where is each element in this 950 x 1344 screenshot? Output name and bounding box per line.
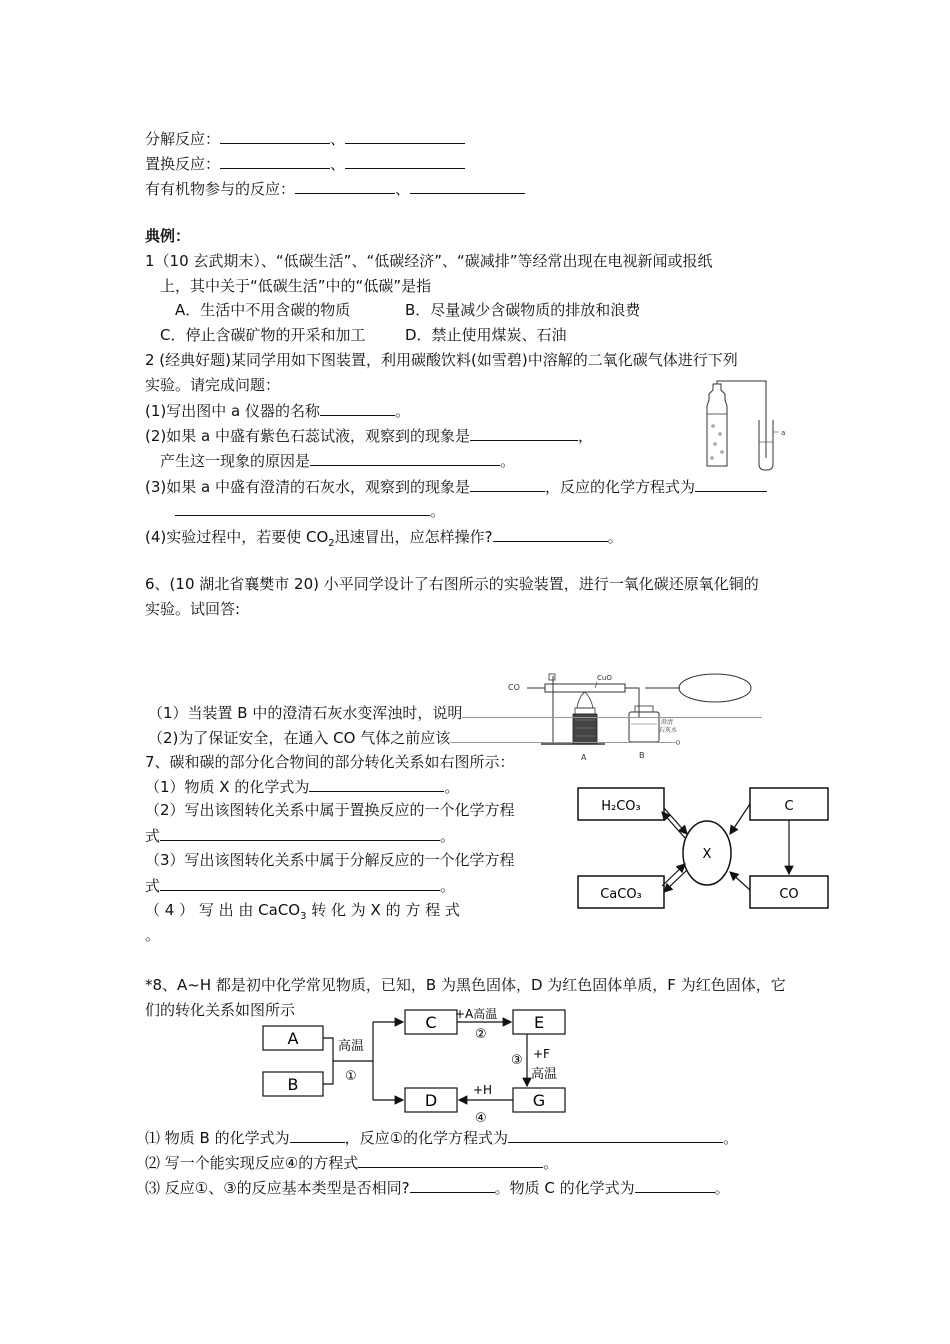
q7-part4-end: 。 — [145, 926, 161, 944]
q1-option-a[interactable]: A．生活中不用含碳的物质 — [175, 301, 351, 319]
label-r1: ① — [345, 1069, 357, 1084]
q6-line2: 实验。试回答: — [145, 600, 241, 618]
q2-part4b-text: 迅速冒出，应怎样操作? — [334, 528, 493, 546]
q8-part2 — [145, 1152, 558, 1173]
period: 。 — [543, 1154, 559, 1172]
subscript: 3 — [300, 911, 307, 922]
q8-part2-text: ⑵ 写一个能实现反应④的方程式 — [145, 1154, 359, 1172]
q7-part4b-text: 转 化 为 X 的 方 程 式 — [306, 901, 460, 919]
blank[interactable] — [462, 702, 762, 718]
label-plus-h: +H — [473, 1083, 493, 1097]
blank[interactable] — [309, 776, 444, 792]
node-e-label: E — [533, 1013, 545, 1032]
q1-option-b[interactable]: B．尽量减少含碳物质的排放和浪费 — [405, 301, 641, 319]
q2-part1-text: (1)写出图中 a 仪器的名称 — [145, 402, 320, 420]
separator: 、 — [330, 155, 346, 173]
comma: ， — [577, 427, 593, 445]
q8-line1: *8、A~H 都是初中化学常见物质，已知，B 为黑色固体，D 为红色固体单质，F 为红色固体，它 — [145, 976, 786, 994]
blank[interactable] — [345, 153, 465, 169]
q6-line1: 6、(10 湖北省襄樊市 20) 小平同学设计了右图所示的实验装置，进行一氧化碳还原氧化铜的 — [145, 575, 759, 593]
label-r3: ③ — [511, 1053, 523, 1068]
fig-label-a: A — [581, 753, 587, 762]
q1-line2: 上，其中关于“低碳生活”中的“低碳”是指 — [160, 277, 432, 295]
node-caco3-label: CaCO₃ — [600, 887, 642, 902]
q2-part2b-text: 产生这一现象的原因是 — [160, 452, 311, 470]
fig-label-a: a — [781, 429, 786, 437]
label-gaowen-2: 高温 — [531, 1067, 558, 1082]
q7-line1: 7、碳和碳的部分化合物间的部分转化关系如右图所示： — [145, 753, 515, 771]
fig-label-lime1: 澄清 — [661, 719, 674, 726]
examples-title: 典例： — [145, 227, 191, 245]
q2-part1 — [145, 400, 410, 421]
fig-label-b: B — [639, 751, 645, 760]
blank[interactable] — [493, 526, 608, 542]
blank[interactable] — [220, 153, 330, 169]
blank[interactable] — [160, 875, 440, 891]
separator: 、 — [395, 180, 411, 198]
decomp-line — [145, 128, 465, 149]
q2-part3a-text: (3)如果 a 中盛有澄清的石灰水，观察到的现象是 — [145, 478, 470, 496]
label-r2: ② — [475, 1027, 487, 1042]
subst-line — [145, 153, 465, 174]
subscript: 2 — [328, 538, 335, 549]
q7-part4 — [145, 900, 460, 927]
node-co-label: CO — [779, 887, 799, 902]
period: 。 — [500, 452, 516, 470]
period: 。 — [714, 1179, 730, 1197]
q2-line1: 2 (经典好题)某同学用如下图装置，利用碳酸饮料(如雪碧)中溶解的二氧化碳气体进行下列 — [145, 351, 738, 369]
node-h2co3-label: H₂CO₃ — [601, 799, 641, 814]
blank[interactable] — [295, 178, 395, 194]
q7-part3b-text: 式 — [145, 877, 161, 895]
q7-part3b — [145, 875, 455, 896]
fig-label-lime2: 石灰水 — [659, 727, 678, 734]
decomp-label: 分解反应： — [145, 130, 221, 148]
a-to-h-conversion-diagram — [255, 1008, 585, 1126]
carbon-conversion-diagram — [570, 782, 840, 917]
blank[interactable] — [175, 500, 430, 516]
q7-part1-text: （1）物质 X 的化学式为 — [145, 778, 310, 796]
fig-label-cuo: CuO — [597, 674, 612, 682]
q7-part2b — [145, 825, 455, 846]
subst-label: 置换反应： — [145, 155, 221, 173]
q1-option-d[interactable]: D．禁止使用煤炭、石油 — [405, 326, 567, 344]
q1-option-c[interactable]: C．停止含碳矿物的开采和加工 — [160, 326, 366, 344]
separator: 、 — [330, 130, 346, 148]
blank[interactable] — [220, 128, 330, 144]
label-r4: ④ — [475, 1111, 487, 1126]
blank[interactable] — [695, 476, 767, 492]
node-g-label: G — [532, 1091, 546, 1110]
q8-part3 — [145, 1177, 730, 1198]
q7-part2a: （2）写出该图转化关系中属于置换反应的一个化学方程 — [145, 801, 515, 819]
q7-part1 — [145, 776, 459, 797]
blank[interactable] — [410, 1177, 495, 1193]
blank[interactable] — [508, 1127, 723, 1143]
q8-part3b-text: 。物质 C 的化学式为 — [494, 1179, 635, 1197]
q1-line1: 1（10 玄武期末）、“低碳生活”、“低碳经济”、“碳减排”等经常出现在电视新闻或报纸 — [145, 252, 713, 270]
node-b-label: B — [287, 1075, 299, 1094]
soda-bottle-apparatus — [695, 380, 805, 472]
node-d-label: D — [424, 1091, 438, 1110]
q2-part4a-text: (4)实验过程中，若要使 CO — [145, 528, 329, 546]
q8-part1a-text: ⑴ 物质 B 的化学式为 — [145, 1129, 290, 1147]
q2-line2: 实验。请完成问题： — [145, 376, 281, 394]
blank[interactable] — [450, 727, 678, 743]
label-gaowen-1: 高温 — [338, 1039, 365, 1054]
q6-part2 — [148, 727, 690, 748]
period: 。 — [723, 1129, 739, 1147]
period: 。 — [440, 877, 456, 895]
blank[interactable] — [160, 825, 440, 841]
period: 。 — [675, 729, 691, 747]
q2-part3b-text: ，反应的化学方程式为 — [544, 478, 695, 496]
blank[interactable] — [470, 476, 545, 492]
q2-part3 — [145, 476, 767, 497]
node-c-label: C — [425, 1013, 437, 1032]
label-plus-f: +F — [533, 1047, 550, 1061]
q6-part2-text: （2)为了保证安全，在通入 CO 气体之前应该 — [148, 729, 451, 747]
q7-part4a-text: （ 4 ） 写 出 由 CaCO — [145, 901, 301, 919]
node-a-label: A — [287, 1029, 299, 1048]
q2-part4 — [145, 526, 623, 554]
blank[interactable] — [310, 450, 500, 466]
blank[interactable] — [345, 128, 465, 144]
q2-part2a-text: (2)如果 a 中盛有紫色石蕊试液，观察到的现象是 — [145, 427, 470, 445]
q8-line2: 们的转化关系如图所示 — [145, 1001, 296, 1019]
q8-part1 — [145, 1127, 738, 1148]
organic-line — [145, 178, 525, 199]
organic-label: 有有机物参与的反应： — [145, 180, 296, 198]
q6-part1 — [148, 702, 762, 723]
period: 。 — [440, 827, 456, 845]
q2-part3-cont — [175, 500, 445, 521]
q6-part1-text: （1）当装置 B 中的澄清石灰水变浑浊时，说明 — [148, 704, 463, 722]
q7-part2b-text: 式 — [145, 827, 161, 845]
q2-part2b — [160, 450, 515, 471]
q8-part3a-text: ⑶ 反应①、③的反应基本类型是否相同? — [145, 1179, 410, 1197]
blank[interactable] — [410, 178, 525, 194]
label-plus-a: +A高温 — [455, 1008, 498, 1021]
blank[interactable] — [290, 1127, 345, 1143]
blank[interactable] — [320, 400, 395, 416]
period: 。 — [430, 502, 446, 520]
blank[interactable] — [358, 1152, 543, 1168]
node-c-label: C — [784, 799, 794, 814]
q7-part3a: （3）写出该图转化关系中属于分解反应的一个化学方程 — [145, 851, 515, 869]
q2-part2a — [145, 425, 593, 446]
q8-part1b-text: ，反应①的化学方程式为 — [344, 1129, 509, 1147]
period: 。 — [444, 778, 460, 796]
period: 。 — [394, 402, 410, 420]
blank[interactable] — [470, 425, 578, 441]
blank[interactable] — [635, 1177, 715, 1193]
node-x-label: X — [702, 847, 712, 862]
period: 。 — [607, 528, 623, 546]
fig-label-co: CO — [508, 683, 520, 692]
